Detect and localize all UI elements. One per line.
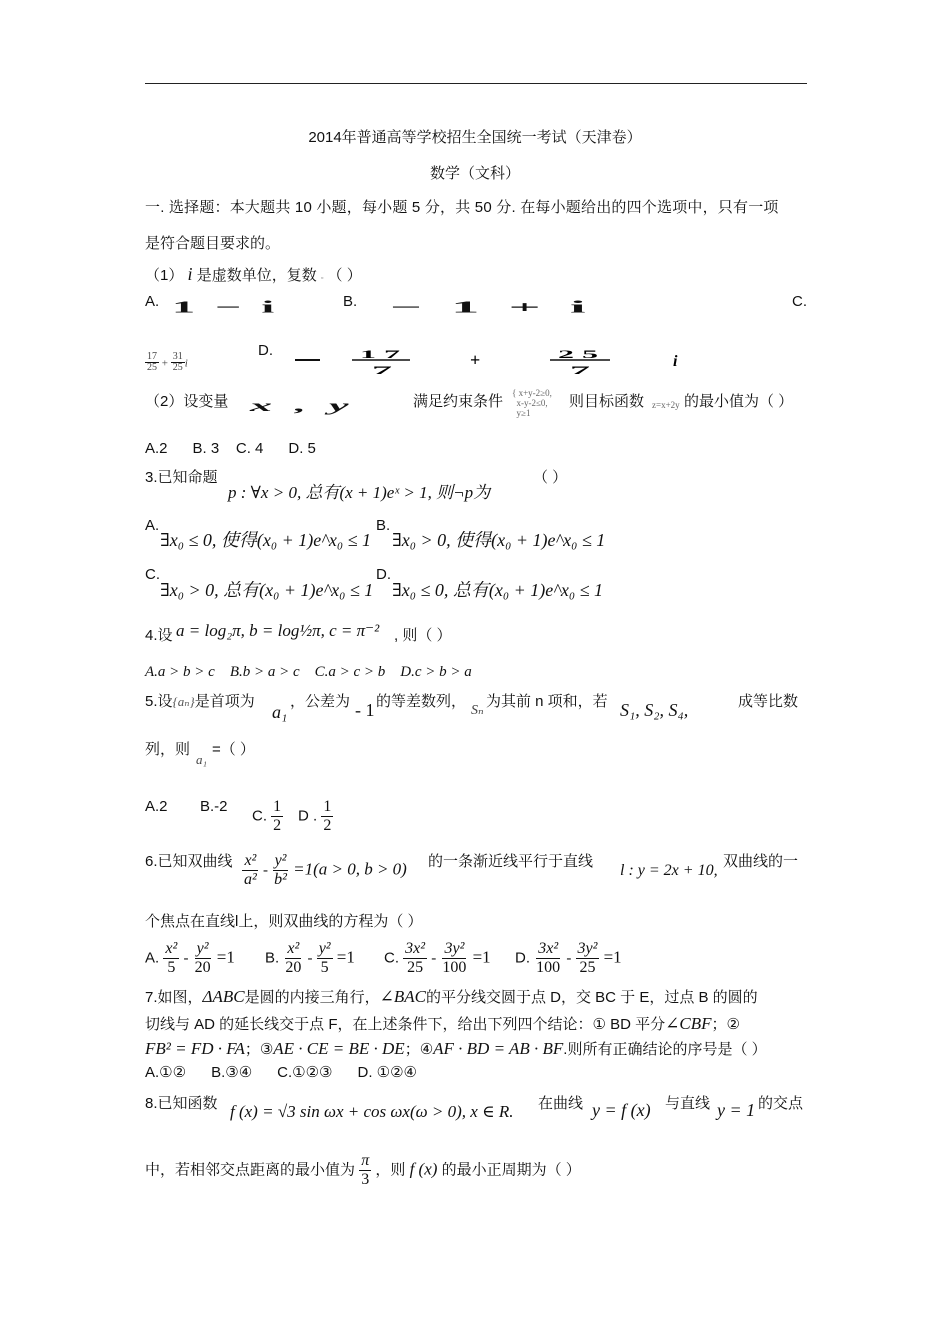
q5-sn: Sₙ [471,703,484,718]
q8-s4: 的交点 [758,1095,804,1112]
q7-l2b: ；② [711,1016,740,1033]
q3-d-label: D. [376,566,391,583]
q5-option-b: B.-2 [200,798,228,815]
q7-angle2: ∠CBF [665,1014,712,1033]
q7-triangle: ΔABC [202,987,245,1006]
q8-pi: π [361,1152,370,1169]
q1-option-a: 1 − i [172,297,279,316]
q5-s4: 的等差数列， [376,693,467,710]
q5-s1: 5.设 [145,693,173,710]
q7-line1 [145,986,758,1007]
q6-line: l : y = 2x + 10, [620,862,718,879]
q6-a-f2: $\frac{\text{y²}}{20}$ [194,940,211,976]
q7-l1b: 是圆的内接三角行， [244,989,380,1006]
q1-blurred-fraction: ▫ [320,275,324,282]
q1-c-frac2: $\frac{31}{25}$ [172,351,183,373]
q6-b-eq: =1 [336,947,355,967]
q1-option-d-label: D. [258,342,273,359]
q8-s3: 与直线 [665,1095,711,1112]
q6-c-label: C. [384,949,399,967]
q6-option-d: D. $\frac{\text{3x²}}{100}$ - $\frac{\text{3y²}}{25}$ =1 [515,940,622,976]
q7-line3 [145,1038,767,1059]
q6-minus: - [262,862,268,879]
q8-l2a: 中，若相邻交点距离的最小值为 [145,1161,356,1179]
q7-conclusion-4: AF · BD = AB · BF [433,1039,564,1058]
q5-line2-tail: =（ ） [212,741,255,758]
q7-l1c: 的平分线交圆于点 D，交 BC 于 E，过点 B 的圆的 [425,989,758,1006]
q6-s2: 的一条渐近线平行于直线 [428,853,594,870]
q5-line1 [145,690,255,711]
q5-option-d-fraction [321,798,333,835]
q8-s1: 8.已知函数 [145,1095,218,1112]
q6-line2: 个焦点在直线l上，则双曲线的方程为（ ） [145,913,423,930]
q7-options: A.①② B.③④ C.①②③ D. ①②④ [145,1064,417,1081]
q8-curve: y = f (x) [592,1100,651,1120]
q7-angle: ∠BAC [379,987,426,1006]
q2-objective-blurred: z=x+2y [652,400,680,410]
q7-conclusion-3: AE · CE = BE · DE [273,1039,405,1058]
q8-pi-fraction [359,1152,371,1189]
q8-fx2: f (x) [409,1159,438,1179]
q3-b-label: B. [376,517,391,534]
q4-options: A.a > b > c B.b > a > c C.a > c > b D.c > b > a [145,664,472,680]
q6-a-eq: =1 [216,947,235,967]
q3-c-expr: ∃x₀ > 0, 总有(x₀ + 1)e^x₀ ≤ 1 [160,580,374,600]
svg-text:7: 7 [570,363,590,375]
q8-s2: 在曲线 [538,1095,584,1112]
q5-a1: a₁ [272,702,288,722]
q2-vars: x , y [250,396,355,415]
q8-three: 3 [361,1171,370,1188]
q1-option-c: $\frac{17}{25}$ + $\frac{31}{25}$ i [147,351,188,373]
q6-option-a: A. $\frac{\text{x²}}{5}$ - $\frac{\text{y²}}{20}$ =1 [145,940,235,976]
q6-c-f1: $\frac{\text{3x²}}{25}$ [405,940,426,976]
svg-text:i: i [673,353,678,370]
q5-s5: 为其前 n 项和，若 [486,693,608,710]
exam-title: 2014年普通高等学校招生全国统一考试（天津卷） [308,129,642,146]
section-intro-line2: 是符合题目要求的。 [145,235,281,252]
q8-l2b: ，则 [375,1161,406,1179]
q6-c-f2: $\frac{\text{3y²}}{100}$ [442,940,467,976]
section-intro-line1: 一. 选择题：本大题共 10 小题，每小题 5 分，共 50 分. 在每小题给出的四个选项中，只有一项 [145,199,779,216]
q6-cond: =1(a > 0, b > 0) [293,859,407,879]
q1-number: （1） [145,267,184,284]
q7-l1a: 7.如图， [145,989,203,1006]
q6-d-f2: $\frac{\text{3y²}}{25}$ [577,940,598,976]
q4-expr: a = log₂π, b = log½π, c = π⁻² [176,621,380,640]
q6-equation [242,852,407,889]
q6-a-f1: $\frac{\text{x²}}{5}$ [165,940,178,976]
q6-d-label: D. [515,949,530,967]
q1-text: 是虚数单位，复数 [196,267,317,284]
q1-option-d-stretched [290,345,700,375]
q2-constraint-label: 满足约束条件 [413,393,504,410]
q4-stem: 4.设 [145,627,173,644]
q5-s2: 是首项为 [194,693,255,710]
q5-option-d [298,798,333,835]
q3-proposition: p : ∀x > 0, 总有(x + 1)eˣ > 1, 则¬p为 [228,483,491,502]
q5-c-den: 2 [273,817,282,834]
q5-d: - 1 [355,700,375,720]
q6-s1: 6.已知双曲线 [145,853,233,870]
q5-d-num: 1 [323,798,332,815]
header-rule [145,83,807,84]
q6-d-eq: =1 [603,947,622,967]
q7-sep1: ；③ [244,1041,274,1058]
q5-an: {aₙ} [172,694,195,709]
q6-b-f1: $\frac{\text{x²}}{20}$ [285,940,302,976]
q1-option-c-label: C. [792,293,807,310]
q5-option-a: A.2 [145,798,168,815]
q5-d-den: 2 [323,817,332,834]
q1-option-d [290,345,700,379]
q2-stem: （2）设变量 [145,393,229,410]
q3-a-expr: ∃x₀ ≤ 0, 使得(x₀ + 1)e^x₀ ≤ 1 [160,530,371,550]
q5-s3: ，公差为 [290,693,351,710]
q6-option-b: B. $\frac{\text{x²}}{20}$ - $\frac{\text{y²}}{5}$ =1 [265,940,355,976]
svg-text:1 7: 1 7 [360,347,400,361]
q6-b-f2: $\frac{\text{y²}}{5}$ [318,940,331,976]
q3-c-label: C. [145,566,160,583]
q7-sep2: ；④ [404,1041,434,1058]
q2-tail: 的最小值为（ ） [684,393,794,410]
q1-option-b: − 1 + i [390,297,594,316]
q8-line2 [145,1152,581,1189]
q2-objective-label: 则目标函数 [569,393,645,410]
q5-option-c [252,798,283,835]
q6-option-c: C. $\frac{\text{3x²}}{25}$ - $\frac{\text{3y²}}{100}$ =1 [384,940,491,976]
q5-line2: 列，则 [145,741,191,758]
q6-c-eq: =1 [472,947,491,967]
q5-a1-small: a₁ [196,752,208,767]
q1-paren: （ ） [327,267,362,284]
q5-s6: 成等比数 [738,693,799,710]
q3-d-expr: ∃x₀ ≤ 0, 总有(x₀ + 1)e^x₀ ≤ 1 [392,580,603,600]
q8-l2c: 的最小正周期为（ ） [441,1161,581,1179]
q2-options: A.2 B. 3 C. 4 D. 5 [145,440,316,457]
q7-conclusion-2: FB² = FD · FA [145,1039,245,1058]
q4-tail: , 则（ ） [394,627,452,644]
q6-s3: 双曲线的一 [723,853,799,870]
q3-stem: 3.已知命题 [145,469,218,486]
q8-yline: y = 1 [717,1100,756,1120]
q3-paren: （ ） [533,469,568,486]
exam-subtitle: 数学（文科） [429,165,520,182]
q8-function: f (x) = √3 sin ωx + cos ωx(ω > 0), x ∈ R. [230,1102,514,1121]
svg-text:2 5: 2 5 [558,347,598,361]
q5-option-c-label: C. [252,807,267,825]
q1-option-b-label: B. [343,293,358,310]
q5-option-d-label: D . [298,807,318,825]
q2-constraints-blurred: { x+y-2≥0, x-y-2≤0, y≥1 [512,388,552,418]
q3-b-expr: ∃x₀ > 0, 使得(x₀ + 1)e^x₀ ≤ 1 [392,530,606,550]
q1-option-a-label: A. [145,293,160,310]
q3-a-label: A. [145,517,160,534]
svg-text:+: + [470,350,481,370]
q7-l2a: 切线与 AD 的延长线交于点 F，在上述条件下，给出下列四个结论：① BD 平分 [145,1016,666,1033]
q6-d-f1: $\frac{\text{3x²}}{100}$ [536,940,561,976]
q1-c-frac1: $\frac{17}{25}$ [147,351,157,373]
q1-i: i [187,264,193,284]
q5-option-c-fraction [271,798,283,835]
question-1 [145,264,362,285]
q5-c-num: 1 [273,798,282,815]
q6-b-label: B. [265,949,280,967]
q7-sep3: .则所有正确结论的序号是（ ） [563,1041,767,1058]
q6-a-label: A. [145,949,160,967]
q6-frac-x: $\frac{\text{x²}}{\text{a²}}$ [244,852,257,888]
svg-text:7: 7 [372,363,392,375]
q7-line2 [145,1013,740,1034]
q6-frac-y: $\frac{\text{y²}}{\text{b²}}$ [274,852,287,888]
q5-s124: S₁, S₂, S₄, [620,700,689,720]
